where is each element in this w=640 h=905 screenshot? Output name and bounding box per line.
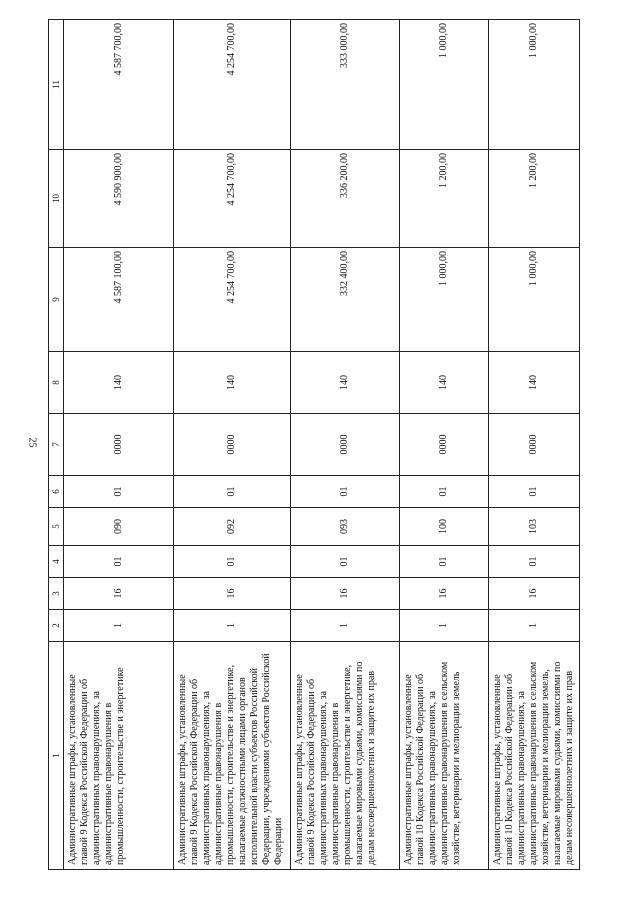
code-cell: 0000	[291, 414, 400, 476]
amount-cell: 4 587 100,00	[64, 248, 174, 352]
rotated-page	[48, 20, 618, 870]
code-cell: 1	[291, 610, 400, 642]
table-row	[174, 20, 291, 870]
amount-cell: 4 254 700,00	[174, 248, 291, 352]
header-cell: 5	[49, 508, 64, 546]
header-cell: 2	[49, 610, 64, 642]
code-cell: 140	[64, 352, 174, 414]
code-cell: 01	[489, 546, 580, 578]
header-row	[49, 20, 64, 870]
amount-cell: 1 000,00	[400, 20, 489, 150]
code-cell: 01	[400, 546, 489, 578]
code-cell: 1	[489, 610, 580, 642]
table-row	[291, 20, 400, 870]
header-cell: 6	[49, 476, 64, 508]
code-cell: 01	[64, 476, 174, 508]
code-cell: 01	[400, 476, 489, 508]
amount-cell: 1 000,00	[400, 248, 489, 352]
amount-cell: 1 200,00	[400, 150, 489, 248]
code-cell: 0000	[400, 414, 489, 476]
code-cell: 01	[291, 546, 400, 578]
code-cell: 1	[400, 610, 489, 642]
header-cell: 10	[49, 150, 64, 248]
header-cell: 8	[49, 352, 64, 414]
code-cell: 01	[174, 476, 291, 508]
code-cell: 103	[489, 508, 580, 546]
code-cell: 16	[400, 578, 489, 610]
code-cell: 16	[489, 578, 580, 610]
amount-cell: 1 200,00	[489, 150, 580, 248]
header-cell: 3	[49, 578, 64, 610]
code-cell: 100	[400, 508, 489, 546]
description-cell: Административные штрафы, установленные главой 9 Кодекса Российской Федерации об административных правонарушениях, за административные правонарушения в промышленности, строительстве и энергетике, налагаемые мировыми судьями, комиссиями по делам несовершеннолетних и защите их прав	[291, 642, 400, 870]
amount-cell: 1 000,00	[489, 248, 580, 352]
code-cell: 090	[64, 508, 174, 546]
description-cell: Административные штрафы, установленные главой 9 Кодекса Российской Федерации об административных правонарушениях, за административные правонарушения в промышленности, строительстве и энергетике, налагаемые должностными лицами органов исполнительной власти субъектов Российской Федерации, учреждениями субъектов Российской Федерации	[174, 642, 291, 870]
code-cell: 140	[174, 352, 291, 414]
amount-cell: 4 587 700,00	[64, 20, 174, 150]
code-cell: 01	[174, 546, 291, 578]
header-cell: 1	[49, 642, 64, 870]
code-cell: 140	[489, 352, 580, 414]
header-cell: 9	[49, 248, 64, 352]
code-cell: 1	[64, 610, 174, 642]
amount-cell: 333 000,00	[291, 20, 400, 150]
code-cell: 01	[64, 546, 174, 578]
code-cell: 16	[174, 578, 291, 610]
code-cell: 01	[489, 476, 580, 508]
amount-cell: 4 254 700,00	[174, 150, 291, 248]
description-cell: Административные штрафы, установленные главой 9 Кодекса Российской Федерации об административных правонарушениях, за административные правонарушения в промышленности, строительстве и энергетике	[64, 642, 174, 870]
description-cell: Административные штрафы, установленные главой 10 Кодекса Российской Федерации об административных правонарушениях, за административные правонарушения в сельском хозяйстве, ветеринарии и мелиорации земель	[400, 642, 489, 870]
code-cell: 0000	[489, 414, 580, 476]
code-cell: 092	[174, 508, 291, 546]
description-cell: Административные штрафы, установленные главой 10 Кодекса Российской Федерации об административных правонарушениях, за административные правонарушения в сельском хозяйстве, ветеринарии и мелиорации земель, налагаемые мировыми судьями, комиссиями по делам несовершеннолетних и защите их прав	[489, 642, 580, 870]
code-cell: 140	[291, 352, 400, 414]
code-cell: 16	[64, 578, 174, 610]
amount-cell: 4 590 900,00	[64, 150, 174, 248]
amount-cell: 4 254 700,00	[174, 20, 291, 150]
code-cell: 0000	[64, 414, 174, 476]
code-cell: 093	[291, 508, 400, 546]
table-row	[489, 20, 580, 870]
budget-table	[48, 19, 580, 870]
page-number: 25	[26, 437, 38, 448]
amount-cell: 332 400,00	[291, 248, 400, 352]
header-cell: 7	[49, 414, 64, 476]
header-cell: 4	[49, 546, 64, 578]
code-cell: 0000	[174, 414, 291, 476]
amount-cell: 1 000,00	[489, 20, 580, 150]
header-cell: 11	[49, 20, 64, 150]
amount-cell: 336 200,00	[291, 150, 400, 248]
code-cell: 01	[291, 476, 400, 508]
code-cell: 1	[174, 610, 291, 642]
table-row	[400, 20, 489, 870]
code-cell: 16	[291, 578, 400, 610]
code-cell: 140	[400, 352, 489, 414]
table-row	[64, 20, 174, 870]
